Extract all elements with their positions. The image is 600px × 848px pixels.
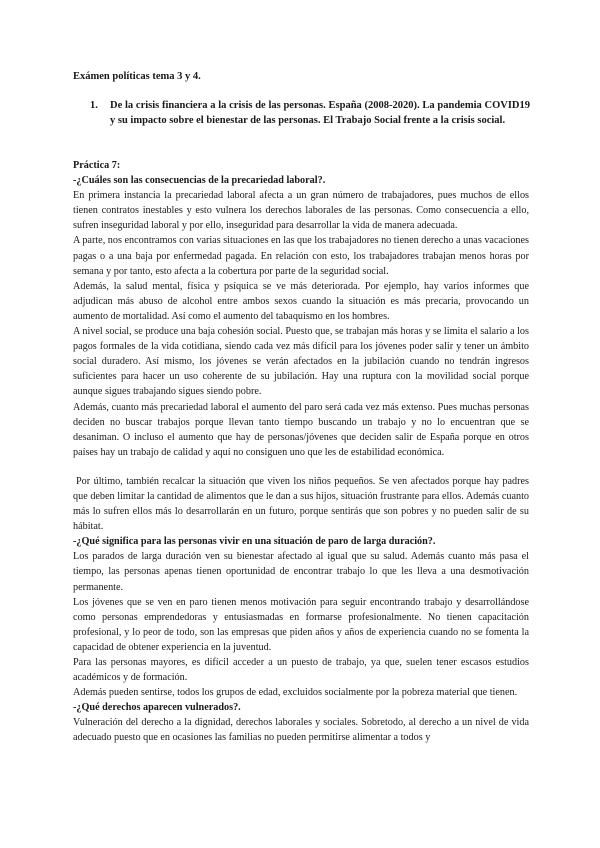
paragraph: A parte, nos encontramos con varias situaciones en las que los trabajadores no tienen derecho a unas vacaciones pagas o a una baja por enfermedad pagada. En relación con esto, los trabajadores trabajan menos horas por semana y por tanto, esto afecta a la cobertura por parte de la seguridad social. [73, 235, 530, 277]
paragraph: A nivel social, se produce una baja cohesión social. Puesto que, se trabajan más horas y se limita el salario a los pagos formales de la vida cotidiana, siendo cada vez más difícil para los jóvenes poder salir y tener un ámbito social duradero. Así mismo, los jóvenes se verán afectados en la jubilación cuando no tendrán ingresos suficientes para hacer un uso coherente de su jubilación. Hay una ruptura con la movilidad social porque aunque sigues trabajando sigues siendo pobre. [73, 326, 529, 398]
heading-number: 1. [90, 100, 98, 111]
paragraph: Los jóvenes que se ven en paro tienen menos motivación para seguir encontrando trabajo y desarrollándose como personas emprendedoras y entusiasmadas en formarse profesionalmente. No tienen capacitación profesional, y lo peor de todo, son las empresas que piden años y años de experiencia cuando no se fomenta la capacidad de obtener experiencia en la juventud. [73, 596, 529, 653]
question-3: -¿Qué derechos aparecen vulnerados?. [73, 702, 241, 714]
paragraph: Además, cuanto más precariedad laboral el aumento del paro será cada vez más extenso. Pues muchas personas deciden no buscar trabajos porque llevan tanto tiempo buscando un trabajo y no lo encuentran que se desaniman. O incluso el aumento que hay de personas/jóvenes que deciden salir de España porque en otros países hay un trabajo de calidad y aquí no consiguen uno que les de estabilidad económica. [73, 401, 529, 458]
question-2: -¿Qué significa para las personas vivir en una situación de paro de larga duración?. [73, 536, 436, 548]
spacer [73, 460, 529, 474]
paragraph: Los parados de larga duración ven su bienestar afectado al igual que su salud. Además cuanto más pasa el tiempo, las personas apenas tienen oportunidad de encontrar trabajo lo que les lleva a una desmotivación permanente. [73, 551, 529, 593]
heading-text: De la crisis financiera a la crisis de las personas. España (2008-2020). La pandemia COVID19 y su impacto sobre el bienestar de las personas. El Trabajo Social frente a la crisis social. [110, 100, 530, 126]
paragraph: Por último, también recalcar la situación que viven los niños pequeños. Se ven afectados porque hay padres que deben limitar la cantidad de alimentos que le dan a sus hijos, situación frustrante para ellos. Además cuanto más lo sufren ellos más lo desarrollarán en un futuro, porque sentirás que son pobres y no pueden salir de su hábitat. [73, 475, 529, 533]
section-heading [90, 98, 530, 128]
document-body [73, 158, 529, 746]
paragraph: Además pueden sentirse, todos los grupos de edad, excluidos socialmente por la pobreza material que tienen. [73, 687, 518, 699]
paragraph: Vulneración del derecho a la dignidad, derechos laborales y sociales. Sobretodo, al derecho a un nivel de vida adecuado puesto que en ocasiones las familias no pueden permitirse alimentar a todos y [73, 717, 529, 744]
document-title: Exámen políticas tema 3 y 4. [73, 71, 201, 82]
question-1: -¿Cuáles son las consecuencias de la precariedad laboral?. [73, 175, 326, 187]
paragraph: Para las personas mayores, es difícil acceder a un puesto de trabajo, ya que, suelen tener escasos estudios académicos y de formación. [73, 657, 529, 684]
paragraph: En primera instancia la precariedad laboral afecta a un gran número de trabajadores, pues muchos de ellos tienen contratos inestables y esto vulnera los derechos laborales de las personas. Como consecuencia a ello, sufren inseguridad laboral y por ello, inseguridad para desarrollar la vida de manera adecuada. [73, 190, 529, 232]
practice-label: Práctica 7: [73, 160, 121, 171]
paragraph: Además, la salud mental, física y psíquica se ve más deteriorada. Por ejemplo, hay varios informes que adjudican más abuso de alcohol entre ambos sexos cuando la situación es más precaria, provocando un aumento de mortalidad. Así como el aumento del tabaquismo en los hombres. [73, 280, 529, 322]
